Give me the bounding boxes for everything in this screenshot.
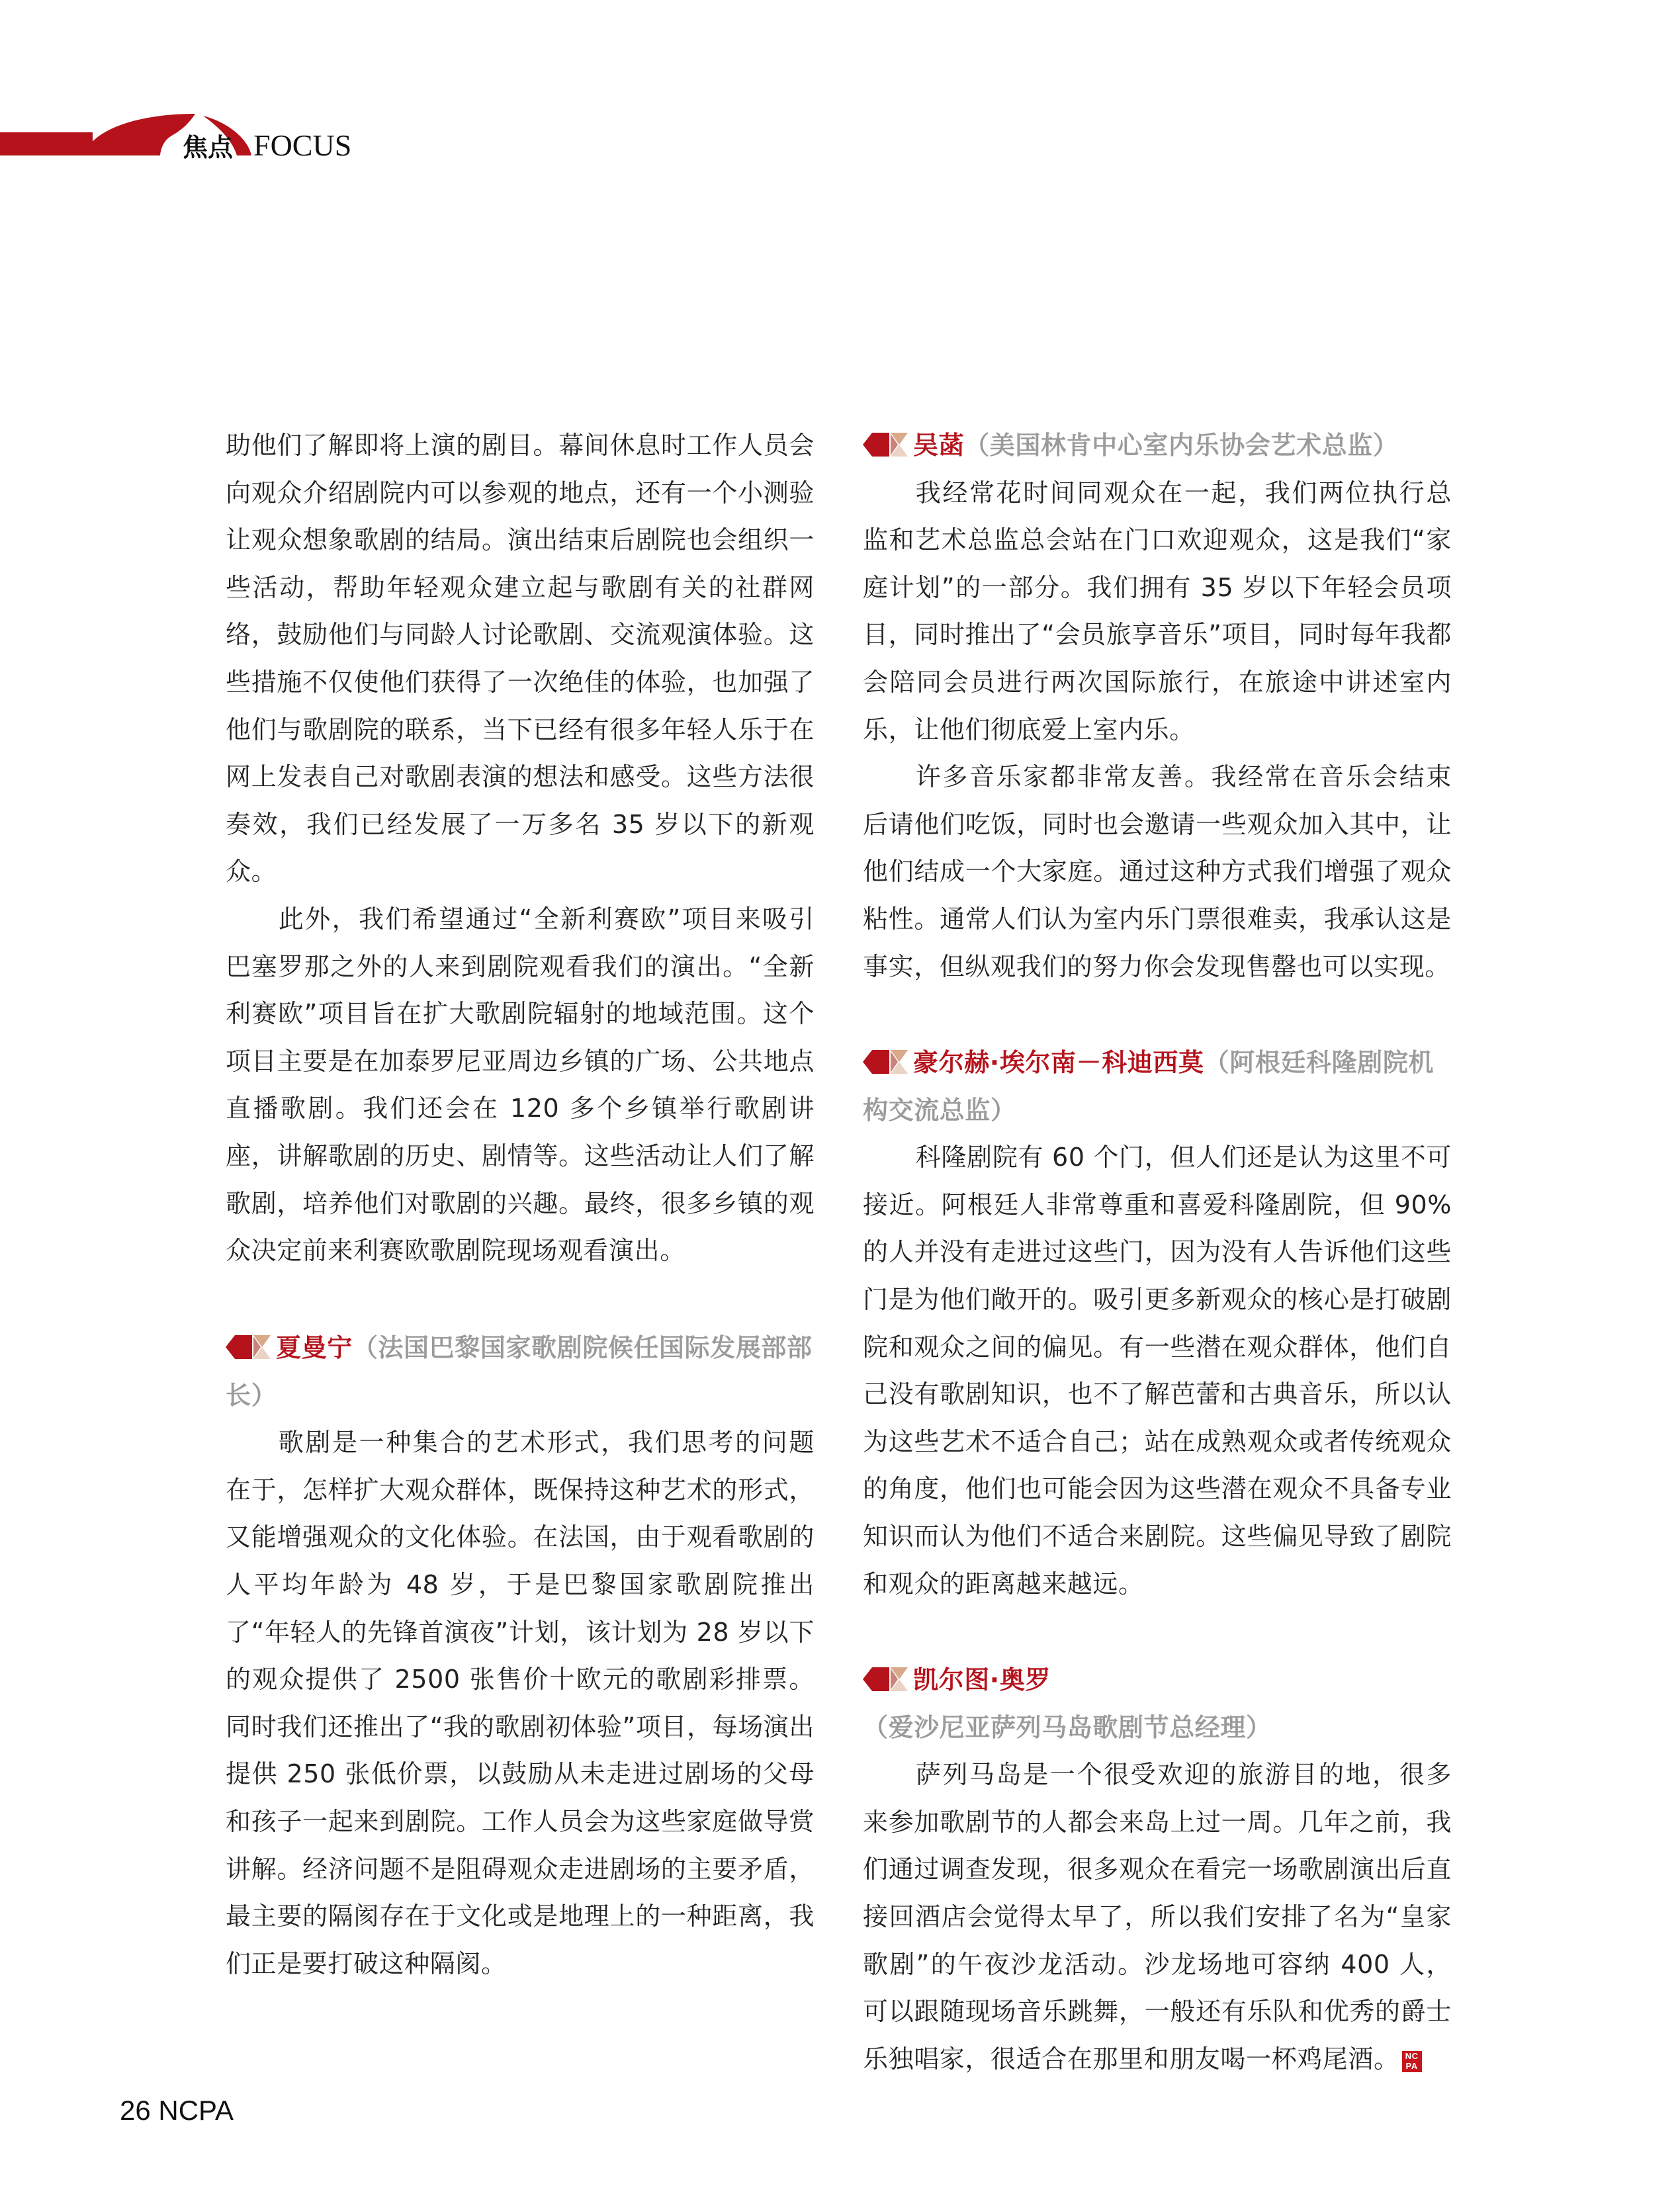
- speaker-role: （阿根廷科隆剧院机构交流总监）: [863, 1048, 1435, 1125]
- speaker-heading: [863, 1039, 1452, 1134]
- heading-marker-icon: [226, 1335, 271, 1359]
- section-label-en: FOCUS: [253, 128, 352, 162]
- speaker-role: （爱沙尼亚萨列马岛歌剧节总经理）: [863, 1712, 1272, 1742]
- speaker-role: （美国林肯中心室内乐协会艺术总监）: [964, 431, 1399, 460]
- heading-marker-icon: [863, 433, 908, 457]
- speaker-name: 豪尔赫·埃尔南－科迪西莫: [913, 1048, 1204, 1077]
- interview-section: [863, 422, 1452, 990]
- speaker-role: （法国巴黎国家歌剧院候任国际发展部部长）: [226, 1333, 813, 1410]
- section-label-cn: 焦点: [183, 133, 234, 162]
- section-header: [0, 99, 476, 179]
- body-paragraph: [863, 1751, 1452, 2083]
- body-paragraph: 此外，我们希望通过“全新利赛欧”项目来吸引巴塞罗那之外的人来到剧院观看我们的演出。“全新利赛欧”项目旨在扩大歌剧院辐射的地域范围。这个项目主要是在加泰罗尼亚周边乡镇的广场、公共地点直播歌剧。我们还会在 120 多个乡镇举行歌剧讲座，讲解歌剧的历史、剧情等。这些活动让人们了解歌剧，培养他们对歌剧的兴趣。最终，很多乡镇的观众决定前来利赛欧歌剧院现场观看演出。: [226, 904, 815, 1266]
- page-number: 26: [120, 2095, 151, 2126]
- ncpa-end-logo: NC PA: [1402, 2051, 1422, 2072]
- body-paragraph: 助他们了解即将上演的剧目。幕间休息时工作人员会向观众介绍剧院内可以参观的地点，还有一个小测验让观众想象歌剧的结局。演出结束后剧院也会组织一些活动，帮助年轻观众建立起与歌剧有关的社群网络，鼓励他们与同龄人讨论歌剧、交流观演体验。这些措施不仅使他们获得了一次绝佳的体验，也加强了他们与歌剧院的联系，当下已经有很多年轻人乐于在网上发表自己对歌剧表演的想法和感受。这些方法很奏效，我们已经发展了一万多名 35 岁以下的新观众。: [226, 431, 815, 887]
- body-paragraph: 科隆剧院有 60 个门，但人们还是认为这里不可接近。阿根廷人非常尊重和喜爱科隆剧院，但 90% 的人并没有走进过这些门，因为没有人告诉他们这些门是为他们敞开的。吸引更多新观众的核心是打破剧院和观众之间的偏见。有一些潜在观众群体，他们自己没有歌剧知识，也不了解芭蕾和古典音乐，所以认为这些艺术不适合自己；站在成熟观众或者传统观众的角度，他们也可能会因为这些潜在观众不具备专业知识而认为他们不适合来剧院。这些偏见导致了剧院和观众的距离越来越远。: [863, 1143, 1452, 1598]
- speaker-heading: [863, 422, 1452, 470]
- heading-marker-icon: [863, 1667, 908, 1691]
- page-footer: [120, 2095, 234, 2126]
- footer-brand: NCPA: [158, 2095, 234, 2126]
- speaker-heading: [226, 1325, 815, 1419]
- body-paragraph: 歌剧是一种集合的艺术形式，我们思考的问题在于，怎样扩大观众群体，既保持这种艺术的形式，又能增强观众的文化体验。在法国，由于观看歌剧的人平均年龄为 48 岁，于是巴黎国家歌剧院推出了“年轻人的先锋首演夜”计划，该计划为 28 岁以下的观众提供了 2500 张售价十欧元的歌剧彩排票。同时我们还推出了“我的歌剧初体验”项目，每场演出提供 250 张低价票，以鼓励从未走进过剧场的父母和孩子一起来到剧院。工作人员会为这些家庭做导赏讲解。经济问题不是阻碍观众走进剧场的主要矛盾，最主要的隔阂存在于文化或是地理上的一种距离，我们正是要打破这种隔阂。: [226, 1428, 815, 1978]
- header-banner-graphic: [0, 99, 476, 179]
- body-paragraph: 我经常花时间同观众在一起，我们两位执行总监和艺术总监总会站在门口欢迎观众，这是我们“家庭计划”的一部分。我们拥有 35 岁以下年轻会员项目，同时推出了“会员旅享音乐”项目，同时每年我都会陪同会员进行两次国际旅行，在旅途中讲述室内乐，让他们彻底爱上室内乐。: [863, 478, 1452, 744]
- speaker-name: 夏曼宁: [276, 1333, 353, 1362]
- speaker-heading: [863, 1657, 1452, 1751]
- speaker-name: 吴菡: [913, 431, 965, 460]
- speaker-name: 凯尔图·奥罗: [913, 1665, 1051, 1694]
- body-text: 萨列马岛是一个很受欢迎的旅游目的地，很多来参加歌剧节的人都会来岛上过一周。几年之前，我们通过调查发现，很多观众在看完一场歌剧演出后直接回酒店会觉得太早了，所以我们安排了名为“皇家歌剧”的午夜沙龙活动。沙龙场地可容纳 400 人，可以跟随现场音乐跳舞，一般还有乐队和优秀的爵士乐独唱家，很适合在那里和朋友喝一杯鸡尾酒。: [863, 1760, 1452, 2074]
- interview-section: [226, 1325, 815, 1988]
- heading-marker-icon: [863, 1050, 908, 1074]
- left-column: [226, 422, 815, 1275]
- interview-section: [863, 1039, 1452, 1608]
- body-paragraph: 许多音乐家都非常友善。我经常在音乐会结束后请他们吃饭，同时也会邀请一些观众加入其中，让他们结成一个大家庭。通过这种方式我们增强了观众粘性。通常人们认为室内乐门票很难卖，我承认这是事实，但纵观我们的努力你会发现售罄也可以实现。: [863, 762, 1452, 981]
- interview-section: [863, 1657, 1452, 2083]
